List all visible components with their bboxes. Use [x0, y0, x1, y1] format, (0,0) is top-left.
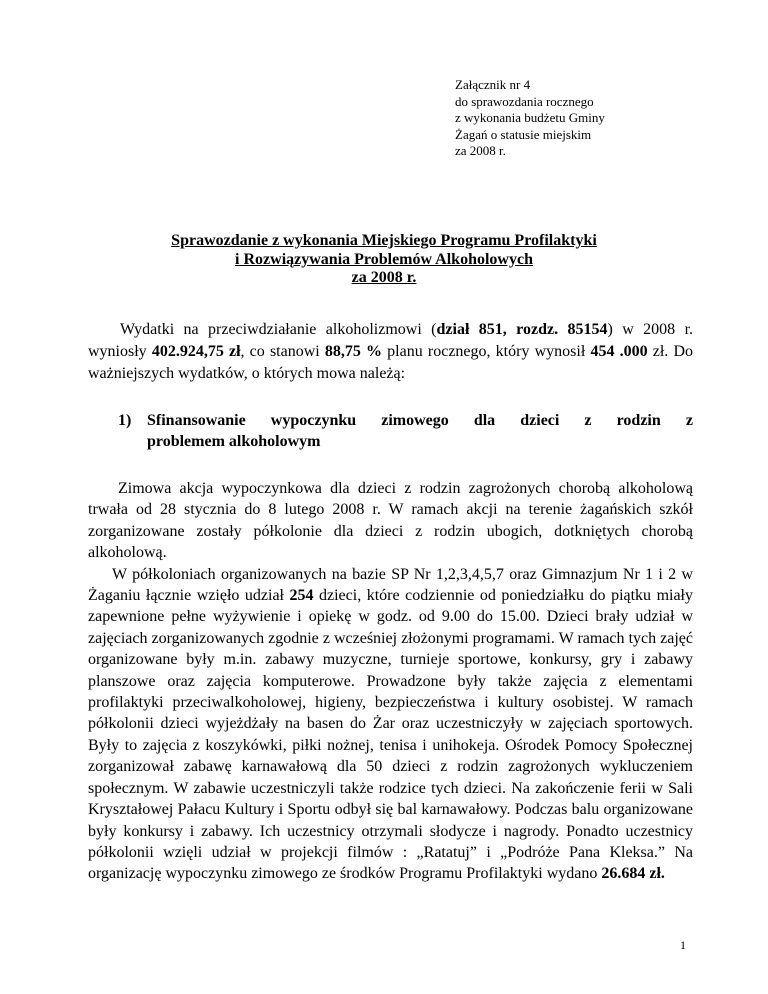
intro-spent-amount: 402.924,75 zł [151, 343, 241, 360]
heading-word: Sfinansowanie [147, 412, 246, 429]
intro-percent: 88,75 % [324, 343, 383, 360]
winter-camp-cost: 26.684 zł. [601, 865, 665, 883]
title-line: za 2008 r. [351, 269, 417, 286]
body-text: dzieci, które codziennie od poniedziałku do piątku miały zapewnione pełne wyżywienie i opiekę w godz. od 9.00 do 15.00. Dzieci brały udział w zajęciach zorganizowanych zgodnie z wcześniej złożonymi programami. W ramach tych zajęć organizowane były m.in. zabawy muzyczne, turnieje sportowe, konkursy, gry i zabawy planszowe oraz zajęcia komputerowe. Prowadzone były także zajęcia z elementami profilaktyki przeciwalkoholowej, higieny, bezpieczeństwa i kultury osobistej. W ramach półkolonii dzieci wyjeżdżały na basen do Żar oraz uczestniczyły w zajęciach sportowych. Były to zajęcia z koszykówki, piłki nożnej, tenisa i unihokeja. Ośrodek Pomocy Społecznej zorganizował zabawę karnawałową dla 50 dzieci z rodzin zagrożonych wykluczeniem społecznym. W zabawie uczestniczyli także rodzice tych dzieci. Na zakończenie ferii w Sali Kryształowej Pałacu Kultury i Sportu odbył się bal karnawałowy. Podczas balu organizowane były konkursy i zabawy. Ich uczestnicy otrzymali słodycze i nagrody. Ponadto uczestnicy półkolonii wzięli udział w projekcji filmów : „Ratatuj” i „Podróże Pana Kleksa.” Na organizację wypoczynku zimowego ze środków Programu Profilaktyki wydano [88, 587, 693, 883]
annex-line: Żagań o statusie miejskim [455, 126, 592, 142]
children-count: 254 [289, 587, 314, 605]
body-paragraph: Zimowa akcja wypoczynkowa dla dzieci z rodzin zagrożonych chorobą alkoholową trwała od 28 stycznia do 8 lutego 2008 r. W ramach akcji na terenie żagańskich szkół zorganizowane zostały półkolonie dla dzieci z rodzin ubogich, dotkniętych chorobą alkoholową. [88, 480, 693, 562]
body-paragraph [88, 564, 693, 885]
intro-text: ) w 2008 r. wyniosły [88, 321, 694, 360]
section-number: 1) [118, 412, 132, 429]
body-text: W półkoloniach organizowanych na bazie SP Nr 1,2,3,4,5,7 oraz Gimnazjum Nr 1 i 2 w Żaganiu łącznie wzięło udział [88, 565, 693, 605]
annex-line: Załącznik nr 4 [455, 77, 531, 92]
heading-word: z [584, 412, 592, 429]
heading-word: z [685, 412, 693, 429]
intro-text: zł. Do ważniejszych wydatków, o których mowa należą: [88, 343, 694, 382]
annex-line: z wykonania budżetu Gminy [455, 110, 605, 125]
heading-word: dla [473, 412, 496, 429]
title-line: i Rozwiązywania Problemów Alkoholowych [235, 250, 533, 268]
section-heading-line [118, 410, 693, 431]
intro-budget-section: dział 851, rozdz. 85154 [436, 321, 608, 338]
annex-line: do sprawozdania rocznego [455, 93, 594, 109]
section-heading-line: problemem alkoholowym [147, 433, 321, 450]
section-heading-1 [118, 410, 693, 452]
section-body [88, 478, 693, 885]
page-number: 1 [680, 938, 686, 952]
document-title [0, 232, 768, 288]
annex-line: za 2008 r. [455, 143, 506, 158]
annex-note [455, 77, 605, 160]
intro-paragraph [88, 319, 693, 385]
title-line: Sprawozdanie z wykonania Miejskiego Programu Profilaktyki [171, 232, 597, 249]
heading-word: wypoczynku [270, 412, 357, 429]
intro-text: planu rocznego, który wynosił [382, 343, 591, 360]
intro-text: , co stanowi [240, 343, 325, 360]
heading-word: zimowego [381, 412, 449, 429]
heading-word: dzieci [520, 412, 560, 429]
intro-text: Wydatki na przeciwdziałanie alkoholizmowi ( [120, 321, 437, 338]
heading-word: rodzin [616, 412, 661, 429]
intro-plan-amount: 454 .000 [590, 343, 648, 360]
